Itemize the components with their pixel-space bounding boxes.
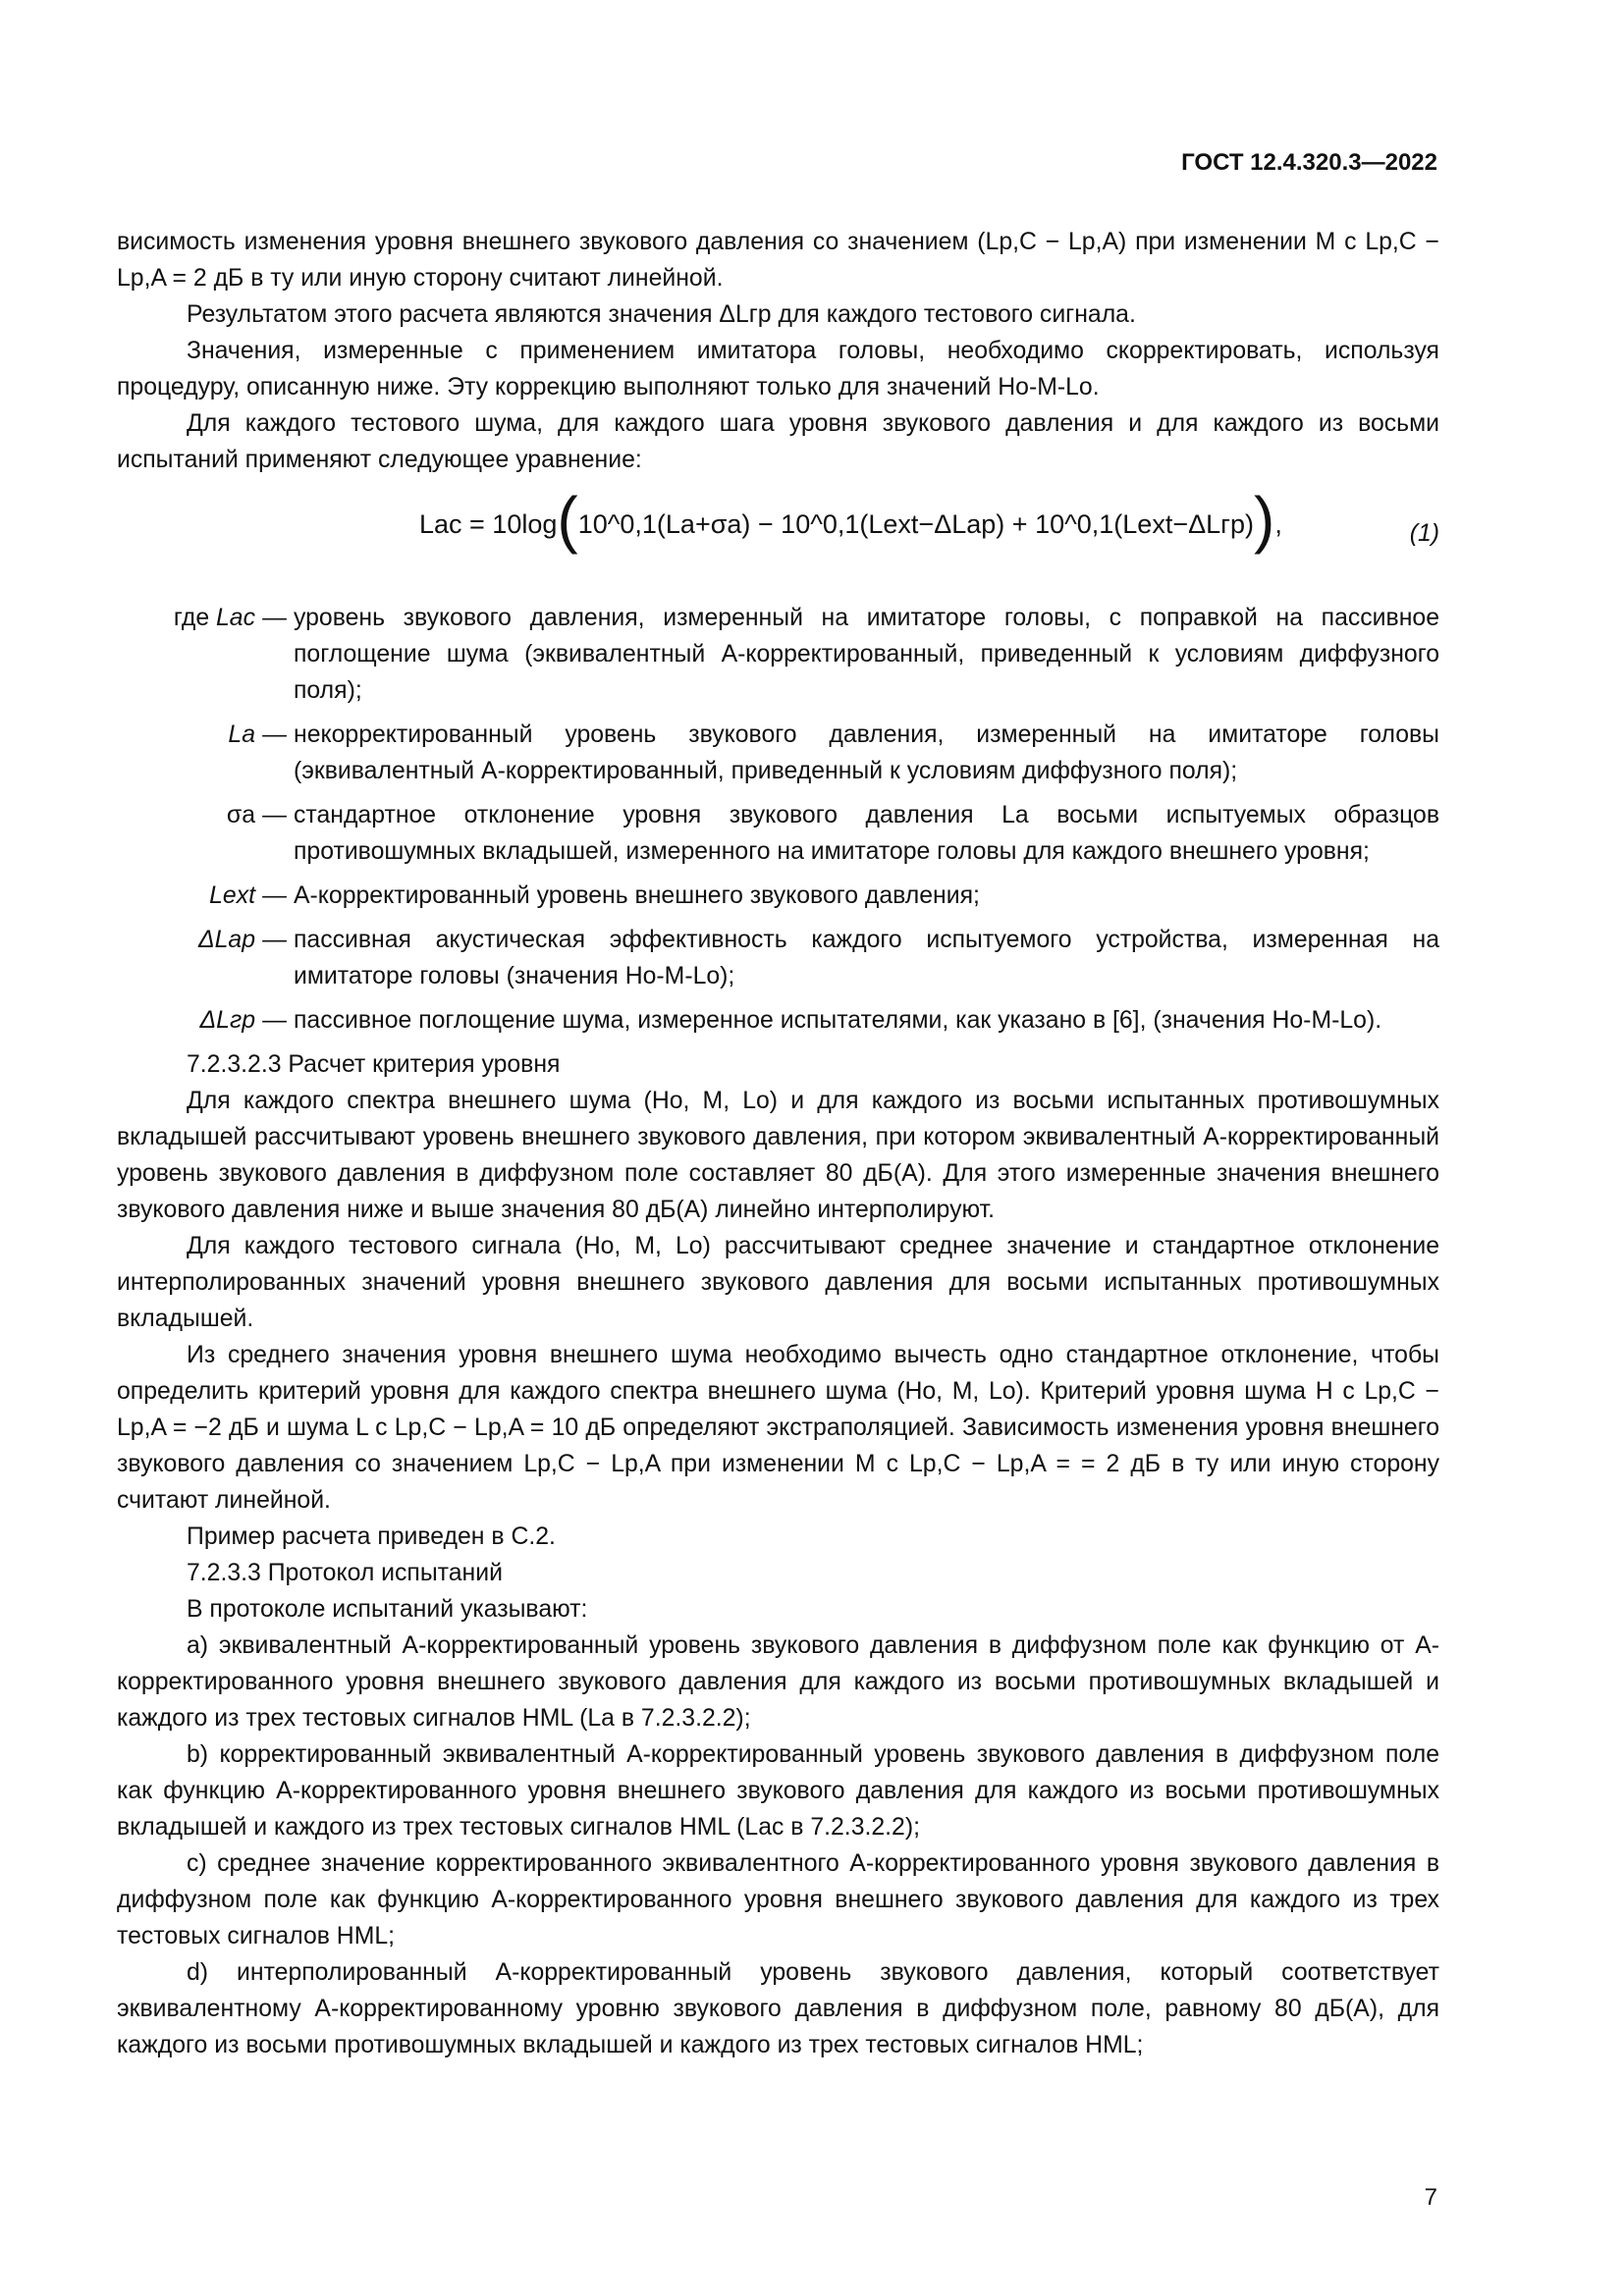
paragraph: Результатом этого расчета являются значения ΔLгр для каждого тестового сигнала.	[187, 301, 1136, 328]
definition-item: ΔLгр — пассивное поглощение шума, измеренное испытателями, как указано в [6], (значения Hо-M-Lо).	[117, 1002, 1439, 1039]
definition-text: некорректированный уровень звукового давления, измеренный на имитаторе головы (эквивалентный А-корректированный, приведенный к условиям диффузного поля);	[294, 721, 1439, 784]
equation-number: (1)	[1409, 520, 1439, 547]
definition-symbol: ΔLгр	[199, 1007, 255, 1034]
definition-item: σa — стандартное отклонение уровня звукового давления La восьми испытуемых образцов противошумных вкладышей, измеренного на имитаторе головы для каждого внешнего уровня;	[117, 797, 1439, 870]
paragraph: Из среднего значения уровня внешнего шума необходимо вычесть одно стандартное отклонение, чтобы определить критерий уровня для каждого спектра внешнего шума (Hо, M, Lо). Критерий уровня шума H с Lp,C − Lp,A = −2 дБ и шума L с Lp,C − Lp,A = 10 дБ определяют экстраполяцией. Зависимость изменения уровня внешнего звукового давления со значением Lp,C − Lp,A при изменении M с Lp,C − Lp,A = = 2 дБ в ту или иную сторону считают линейной.	[117, 1342, 1439, 1514]
definitions-list	[117, 600, 1439, 1039]
paragraph: Для каждого тестового шума, для каждого шага уровня звукового давления и для каждого из восьми испытаний применяют следующее уравнение:	[117, 410, 1439, 473]
equation-1	[117, 484, 1439, 592]
equation-term-1: 10^0,1(La+σa)	[577, 509, 751, 539]
page-content	[117, 224, 1439, 2063]
paragraph: В протоколе испытаний указывают:	[187, 1596, 588, 1623]
section-heading: 7.2.3.3 Протокол испытаний	[187, 1560, 503, 1586]
definition-symbol: Lext	[209, 882, 255, 909]
list-item: d) интерполированный А-корректированный уровень звукового давления, который соответствует эквивалентному А-корректированному уровню звукового давления в диффузном поле, равному 80 дБ(А), для каждого из восьми противошумных вкладышей и каждого из трех тестовых сигналов HML;	[117, 1959, 1439, 2058]
definition-item: Lext — А-корректированный уровень внешнего звукового давления;	[117, 878, 1439, 914]
list-item: c) среднее значение корректированного эквивалентного А-корректированного уровня звукового давления в диффузном поле как функцию А-корректированного уровня внешнего звукового давления для каждого из трех тестовых сигналов HML;	[117, 1850, 1439, 1949]
definition-item: где Lac — уровень звукового давления, измеренный на имитаторе головы, с поправкой на пассивное поглощение шума (эквивалентный А-корректированный, приведенный к условиям диффузного поля);	[117, 600, 1439, 709]
list-item: b) корректированный эквивалентный А-корректированный уровень звукового давления в диффузном поле как функцию А-корректированного уровня внешнего звукового давления для каждого из восьми противошумных вкладышей и каждого из трех тестовых сигналов HML (Lac в 7.2.3.2.2);	[117, 1741, 1439, 1841]
standard-header: ГОСТ 12.4.320.3—2022	[1181, 149, 1437, 176]
equation-term-3: 10^0,1(Lext−ΔLгр)	[1035, 509, 1254, 539]
definition-symbol: σa	[226, 802, 255, 828]
definition-symbol: ΔLap	[197, 927, 255, 953]
paragraph: Для каждого спектра внешнего шума (Hо, M, Lо) и для каждого из восьми испытанных противошумных вкладышей рассчитывают уровень внешнего звукового давления, при котором эквивалентный А-корректированный уровень звукового давления в диффузном поле составляет 80 дБ(А). Для этого измеренные значения внешнего звукового давления ниже и выше значения 80 дБ(А) линейно интерполируют.	[117, 1088, 1439, 1223]
equation-lhs: Lac = 10log	[419, 509, 558, 539]
equation-expression: Lac = 10log(10^0,1(La+σa) − 10^0,1(Lext−ΔLap) + 10^0,1(Lext−ΔLгр)),	[419, 484, 1282, 555]
section-heading: 7.2.3.2.3 Расчет критерия уровня	[187, 1051, 561, 1078]
definition-text: пассивное поглощение шума, измеренное испытателями, как указано в [6], (значения Hо-M-Lо).	[294, 1007, 1382, 1034]
page-number: 7	[1424, 2184, 1437, 2211]
definition-text: пассивная акустическая эффективность каждого испытуемого устройства, измеренная на имитаторе головы (значения Hо-M-Lо);	[294, 927, 1439, 989]
paragraph: Значения, измеренные с применением имитатора головы, необходимо скорректировать, используя процедуру, описанную ниже. Эту коррекцию выполняют только для значений Hо-M-Lо.	[117, 338, 1439, 400]
list-item: a) эквивалентный А-корректированный уровень звукового давления в диффузном поле как функцию от А-корректированного уровня внешнего звукового давления для каждого из восьми противошумных вкладышей и каждого из трех тестовых сигналов HML (La в 7.2.3.2.2);	[117, 1632, 1439, 1732]
definition-symbol: La	[228, 721, 255, 748]
definition-symbol: где Lac	[173, 605, 255, 631]
paragraph: Пример расчета приведен в С.2.	[187, 1523, 556, 1550]
paragraph: висимость изменения уровня внешнего звукового давления со значением (Lp,C − Lp,A) при изменении М с Lp,C − Lp,A = 2 дБ в ту или иную сторону считают линейной.	[117, 229, 1439, 292]
definition-text: уровень звукового давления, измеренный на имитаторе головы, с поправкой на пассивное поглощение шума (эквивалентный А-корректированный, приведенный к условиям диффузного поля);	[294, 605, 1439, 704]
definition-item: ΔLap — пассивная акустическая эффективность каждого испытуемого устройства, измеренная на имитаторе головы (значения Hо-M-Lо);	[117, 922, 1439, 994]
definition-item: La — некорректированный уровень звукового давления, измеренный на имитаторе головы (эквивалентный А-корректированный, приведенный к условиям диффузного поля);	[117, 717, 1439, 789]
definition-text: стандартное отклонение уровня звукового давления La восьми испытуемых образцов противошумных вкладышей, измеренного на имитаторе головы для каждого внешнего уровня;	[294, 802, 1439, 865]
definition-text: А-корректированный уровень внешнего звукового давления;	[294, 882, 980, 909]
definition-prefix: где	[173, 605, 210, 631]
paragraph: Для каждого тестового сигнала (Hо, M, Lо) рассчитывают среднее значение и стандартное отклонение интерполированных значений уровня внешнего звукового давления для восьми испытанных противошумных вкладышей.	[117, 1233, 1439, 1332]
equation-term-2: 10^0,1(Lext−ΔLap)	[781, 509, 1005, 539]
